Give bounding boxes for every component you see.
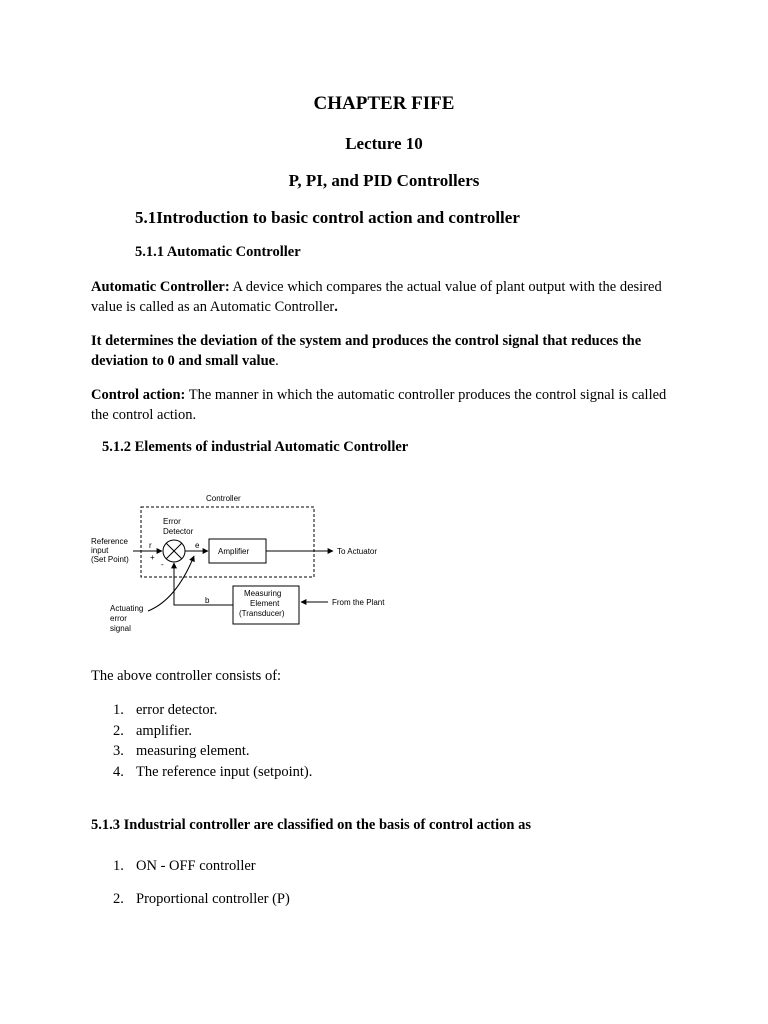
section-5-1-3-heading: 5.1.3 Industrial controller are classified on the basis of control action as	[91, 817, 531, 833]
deviation-end: .	[275, 353, 279, 369]
reference-label-1: Reference	[91, 537, 128, 546]
summing-junction	[163, 540, 185, 562]
list-item: 1. ON - OFF controller	[113, 858, 256, 874]
automatic-controller-definition	[91, 277, 681, 317]
error-detector-label-2: Detector	[163, 527, 194, 536]
amplifier-label: Amplifier	[218, 547, 250, 556]
definition-end: .	[334, 299, 338, 315]
reference-label-3: (Set Point)	[91, 555, 129, 564]
control-action-text: The manner in which the automatic controller produces the control signal is called the control action.	[91, 387, 667, 423]
actuating-label-1: Actuating	[110, 604, 144, 613]
controller-types-list	[113, 850, 290, 916]
deviation-text: It determines the deviation of the system and produces the control signal that reduces the deviation to 0 and small value	[91, 333, 642, 369]
control-action-definition	[91, 385, 681, 425]
actuating-label-3: signal	[110, 624, 131, 633]
controller-elements-list	[113, 700, 313, 782]
definition-text: A device which compares the actual value of plant output with the desired value is called as an Automatic Controller	[91, 279, 662, 315]
plus-sign: +	[150, 553, 155, 562]
reference-label-2: input	[91, 546, 109, 555]
measuring-label-2: Element	[250, 599, 280, 608]
definition-term: Automatic Controller:	[91, 279, 230, 295]
r-label: r	[149, 541, 152, 550]
list-item: 3. measuring element.	[113, 743, 250, 760]
section-5-1-heading: 5.1Introduction to basic control action and controller	[135, 208, 520, 227]
control-action-term: Control action:	[91, 387, 186, 403]
controller-block-diagram	[88, 488, 398, 638]
lecture-heading: Lecture 10	[345, 134, 423, 153]
measuring-label-3: (Transducer)	[239, 609, 285, 618]
section-5-1-2-heading: 5.1.2 Elements of industrial Automatic Controller	[102, 439, 409, 455]
actuating-label-2: error	[110, 614, 127, 623]
to-actuator-label: To Actuator	[337, 547, 378, 556]
minus-sign: -	[161, 560, 164, 569]
list-item: 1. error detector.	[113, 702, 218, 718]
deviation-paragraph	[91, 331, 681, 371]
list-item: 2. Proportional controller (P)	[113, 891, 290, 907]
error-detector-label-1: Error	[163, 517, 181, 526]
b-label: b	[205, 596, 210, 605]
from-plant-label: From the Plant	[332, 598, 385, 607]
lecture-subtitle: P, PI, and PID Controllers	[288, 171, 480, 190]
e-label: e	[195, 541, 200, 550]
measuring-label-1: Measuring	[244, 589, 282, 598]
list-item: 2. amplifier.	[113, 722, 192, 739]
chapter-title: CHAPTER FIFE	[313, 93, 455, 114]
consists-of-text: The above controller consists of:	[91, 668, 282, 684]
controller-label: Controller	[206, 494, 241, 503]
list-item: 4. The reference input (setpoint).	[113, 763, 313, 780]
section-5-1-1-heading: 5.1.1 Automatic Controller	[135, 244, 301, 260]
